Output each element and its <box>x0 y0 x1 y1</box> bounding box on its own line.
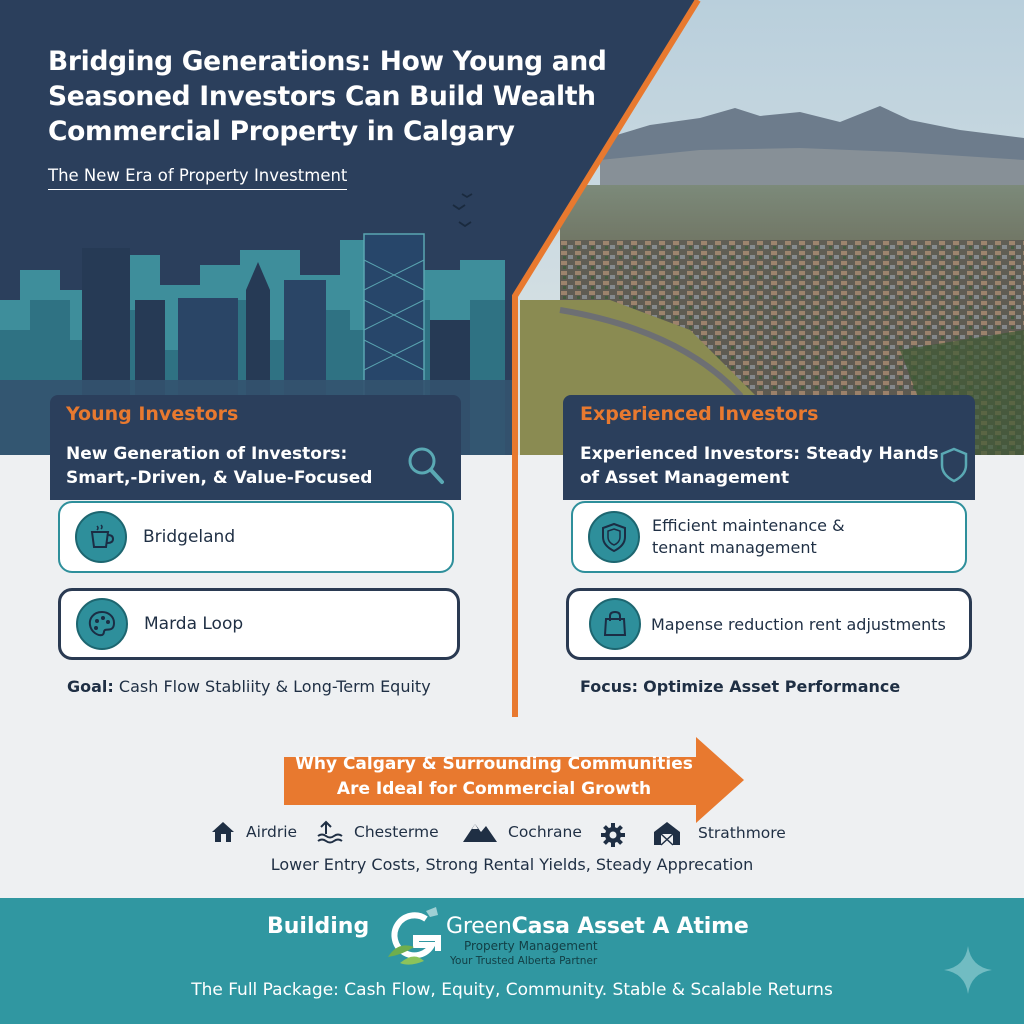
community-airdrie <box>210 820 297 844</box>
palette-icon <box>76 598 128 650</box>
footer-property-management: Property Management <box>464 939 598 953</box>
brand-green: Green <box>446 914 512 939</box>
young-card-marda-loop <box>58 588 460 660</box>
young-investors-subheading: New Generation of Investors: Smart,-Driven, & Value-Focused <box>66 444 373 488</box>
experienced-card-label-expense: Mapense reduction rent adjustments <box>651 614 946 634</box>
community-name: Strathmore <box>698 824 786 842</box>
experienced-card-maintenance <box>571 501 967 573</box>
water-icon <box>316 820 344 844</box>
young-card-bridgeland <box>58 501 454 573</box>
mountain-icon <box>462 820 498 844</box>
community-name: Chesterme <box>354 823 439 841</box>
page-subtitle: The New Era of Property Investment <box>48 166 347 190</box>
experienced-focus <box>580 677 900 696</box>
orange-divider-bottom <box>512 455 518 717</box>
gear-icon <box>600 822 626 848</box>
experienced-investors-heading: Experienced Investors <box>580 403 819 425</box>
young-goal <box>67 677 431 696</box>
benefits-line: Lower Entry Costs, Strong Rental Yields, Steady Apprecation <box>270 855 754 874</box>
goal-text: Cash Flow Stabliity & Long-Term Equity <box>118 677 431 696</box>
footer-partner-tagline: Your Trusted Alberta Partner <box>450 955 598 967</box>
house-icon <box>210 820 236 844</box>
community-chesterme <box>316 820 439 844</box>
footer-tagline: The Full Package: Cash Flow, Equity, Community. Stable & Scalable Returns <box>191 980 833 1000</box>
coffee-cup-icon <box>75 511 127 563</box>
community-name: Airdrie <box>246 823 298 841</box>
greencasa-logo <box>380 905 452 969</box>
shopping-bag-icon <box>589 598 641 650</box>
footer-building-text: Building <box>267 914 370 939</box>
shield-outline-icon <box>938 446 970 484</box>
young-investors-heading: Young Investors <box>66 403 239 425</box>
arrow-banner-text <box>294 752 694 802</box>
community-strathmore <box>652 820 786 846</box>
goal-label: Goal: <box>67 677 114 696</box>
young-card-label-bridgeland: Bridgeland <box>143 527 236 547</box>
experienced-card-expense <box>566 588 972 660</box>
young-card-label-marda-loop: Marda Loop <box>144 614 244 634</box>
community-cochrane <box>462 820 582 844</box>
page-title: Bridging Generations: How Young and Seasoned Investors Can Build Wealth Commercial Property in Calgary <box>48 46 607 147</box>
footer-brand-name <box>446 914 749 939</box>
community-name: Cochrane <box>508 823 582 841</box>
brand-rest: Casa Asset A Atime <box>511 914 749 939</box>
experienced-investors-subheading: Experienced Investors: Steady Hands of Asset Management <box>580 444 939 488</box>
shield-icon <box>588 511 640 563</box>
arrow-banner-line2: Are Ideal for Commercial Growth <box>336 779 652 799</box>
focus-text: Optimize Asset Performance <box>643 677 901 696</box>
focus-label: Focus: <box>580 677 639 696</box>
sparkle-icon <box>942 944 994 996</box>
experienced-card-label-maintenance: Efficient maintenance & tenant management <box>652 516 845 557</box>
arrow-banner-line1: Why Calgary & Surrounding Communities <box>295 754 693 774</box>
magnifier-icon <box>406 444 446 486</box>
barn-icon <box>652 820 682 846</box>
